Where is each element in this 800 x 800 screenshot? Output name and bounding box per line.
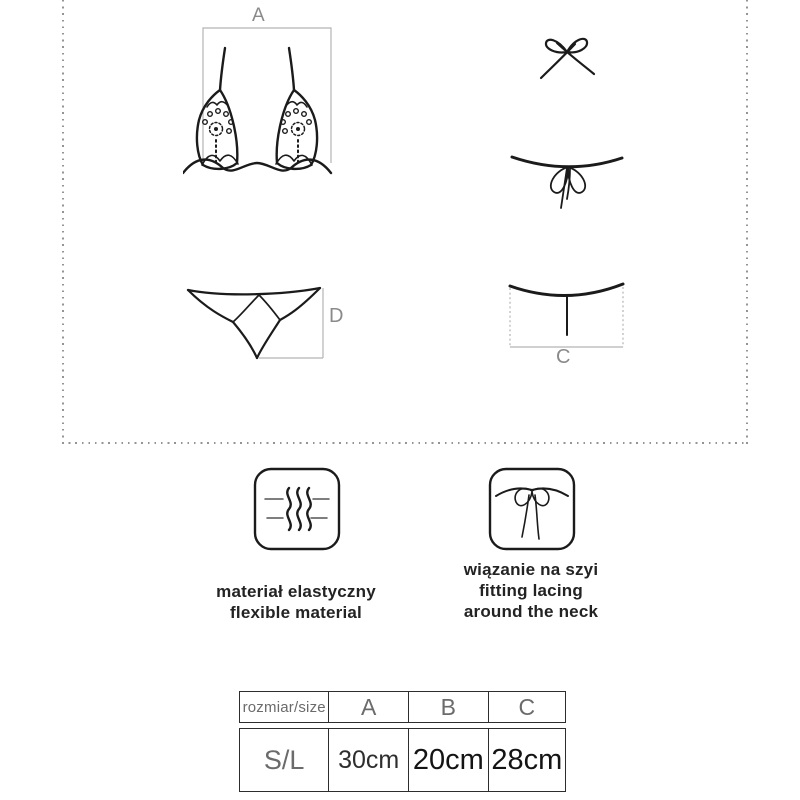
panties-back-drawing: [505, 278, 635, 373]
diagram-frame-bottom-border: [62, 442, 748, 444]
size-table-header-c: C: [488, 692, 565, 722]
size-table-size-cell: S/L: [263, 744, 305, 775]
size-table-data-row: [239, 728, 566, 792]
size-table-header-row: [239, 691, 566, 723]
bra-back-drawing: [495, 28, 640, 213]
feature-caption-line: materiał elastyczny: [216, 582, 376, 601]
size-table-value-a: 30cm: [328, 729, 408, 791]
diagram-frame-right-border: [746, 0, 748, 444]
elastic-material-icon: [252, 466, 342, 552]
feature-caption-line: fitting lacing: [479, 581, 583, 600]
neck-lacing-icon: [487, 466, 577, 552]
size-table-value-c: 28cm: [488, 729, 565, 791]
feature-caption-line: around the neck: [463, 602, 599, 621]
feature-caption-elastic: [176, 581, 416, 623]
measurement-label-d: D: [329, 305, 344, 327]
size-table-header-size: rozmiar/size: [242, 698, 326, 716]
feature-caption-line: flexible material: [230, 603, 362, 622]
bra-front-drawing: [183, 5, 347, 185]
size-table-header-b: B: [408, 692, 488, 722]
size-table: [239, 691, 566, 792]
size-table-header-a: A: [328, 692, 408, 722]
panties-front-drawing: [183, 283, 343, 363]
feature-caption-line: wiązanie na szyi: [463, 560, 599, 579]
feature-caption-lacing: [411, 559, 651, 622]
measurement-label-a: A: [252, 5, 266, 26]
diagram-frame-left-border: [62, 0, 64, 444]
measurement-label-c: C: [556, 346, 571, 368]
size-table-value-b: 20cm: [408, 729, 488, 791]
